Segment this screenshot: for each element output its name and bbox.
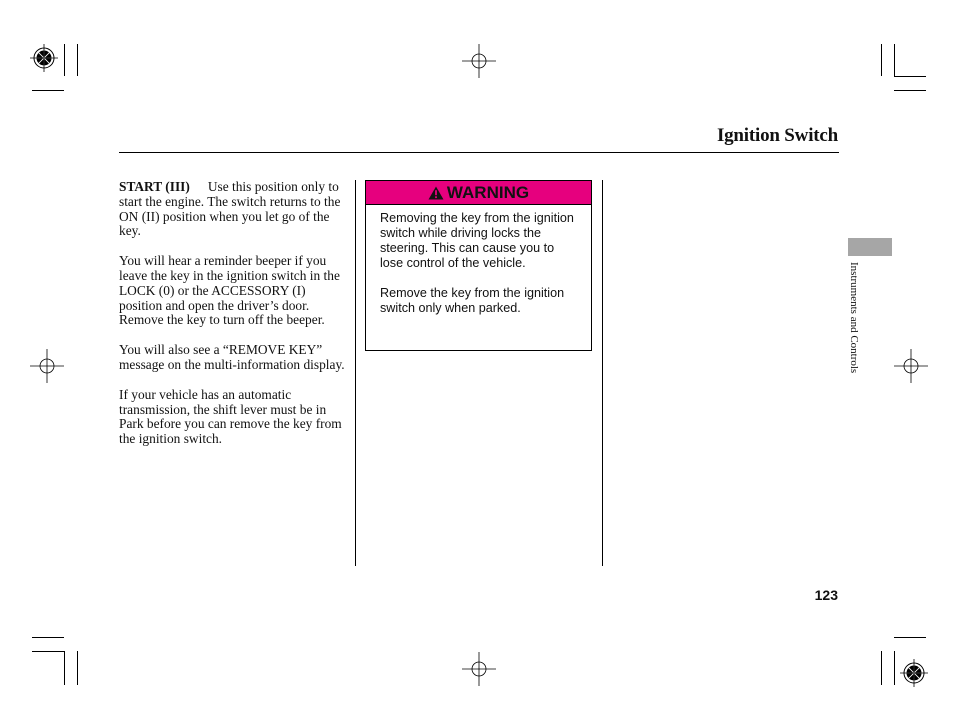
crosshair-icon: [30, 349, 64, 383]
warning-label: WARNING: [446, 182, 530, 202]
crosshair-icon: [462, 44, 496, 78]
warning-body: [366, 205, 591, 316]
warning-box: [365, 180, 592, 351]
crosshair-icon: [462, 652, 496, 686]
body-text: [119, 180, 347, 462]
paragraph: If your vehicle has an automatic transmission, the shift lever must be in Park before you can remove the key from the ignition switch.: [119, 386, 342, 447]
warning-paragraph: Removing the key from the ignition switch while driving locks the steering. This can cause you to lose control of the vehicle.: [380, 211, 574, 270]
registration-target-icon: [28, 42, 60, 74]
warning-triangle-icon: [428, 186, 444, 200]
column-divider: [355, 180, 356, 566]
warning-header: [366, 181, 591, 205]
header-rule: [119, 152, 839, 153]
page-title: Ignition Switch: [716, 125, 838, 146]
section-label: [848, 262, 862, 402]
registration-target-icon: [898, 657, 930, 689]
paragraph: You will hear a reminder beeper if you leave the key in the ignition switch in the LOCK (0) or the ACCESSORY (I) position and open the driver’s door. Remove the key to turn off the beeper.: [119, 253, 340, 328]
section-tab: [848, 238, 892, 256]
warning-paragraph: Remove the key from the ignition switch only when parked.: [380, 286, 565, 315]
crosshair-icon: [894, 349, 928, 383]
page-number: 123: [814, 587, 838, 603]
paragraph: You will also see a “REMOVE KEY” message on the multi-information display.: [119, 342, 345, 372]
paragraph-text: Use this position only to start the engine. The switch returns to the ON (II) position when you let go of the key.: [119, 179, 341, 239]
lead-term: START (III): [119, 179, 190, 194]
column-divider: [602, 180, 603, 566]
section-label-text: Instruments and Controls: [848, 262, 860, 374]
paragraph: [119, 180, 347, 239]
